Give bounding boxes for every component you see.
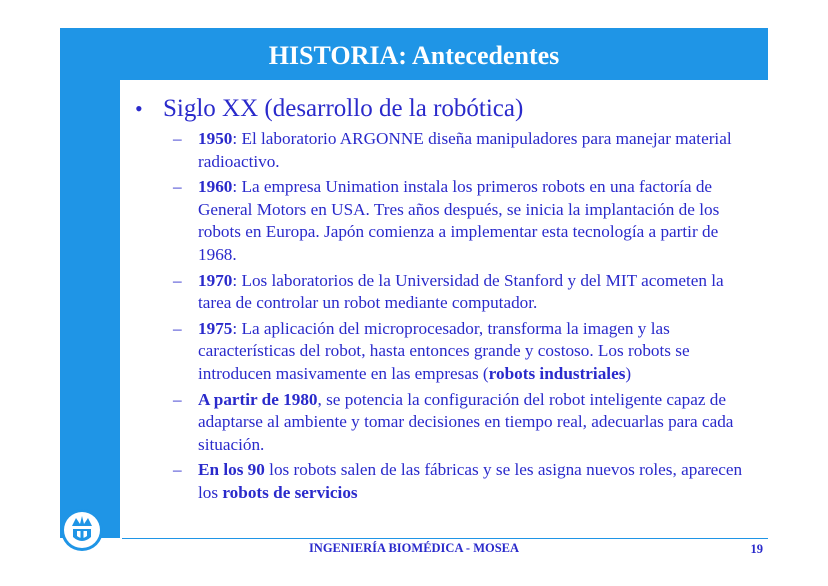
item-lead: 1950 <box>198 129 233 148</box>
list-item <box>173 270 760 315</box>
dash-icon: – <box>173 389 182 409</box>
list-item <box>173 128 760 173</box>
item-text: : El laboratorio ARGONNE diseña manipuladores para manejar material radioactivo. <box>198 129 732 171</box>
item-text: , se potencia la configuración del robot inteligente capaz de adaptarse al ambiente y tomar decisiones en tiempo real, adecuarlas para cada situación. <box>198 389 734 454</box>
item-strong: robots industriales <box>488 363 626 383</box>
item-lead: 1960 <box>198 177 233 197</box>
list-item <box>173 176 760 266</box>
item-lead: 1970 <box>198 270 233 290</box>
item-lead: En los 90 <box>198 460 265 480</box>
item-text: : Los laboratorios de la Universidad de Stanford y del MIT acometen la tarea de controlar un robot mediante computador. <box>198 270 724 313</box>
main-bullet-text: Siglo XX (desarrollo de la robótica) <box>163 95 524 122</box>
slide-body <box>135 94 760 508</box>
list-item <box>173 459 760 504</box>
footer-text: INGENIERÍA BIOMÉDICA - MOSEA <box>308 541 520 555</box>
list-item <box>173 389 760 457</box>
item-lead: A partir de 1980 <box>198 389 318 409</box>
left-frame-band <box>60 28 120 538</box>
item-text: : La empresa Unimation instala los primeros robots en una factoría de General Motors en USA. Tres años después, se inicia la implantación de los robots en Europa. Japón comienza a implementar esta tecnología a partir de 1968. <box>198 177 720 264</box>
footer-divider <box>122 538 768 539</box>
main-bullet <box>135 94 760 124</box>
sub-bullet-list <box>135 128 760 505</box>
page-number: 19 <box>750 542 763 556</box>
dash-icon: – <box>173 460 182 480</box>
dash-icon: – <box>173 318 182 338</box>
item-text: los robots salen de las fábricas y se les asigna nuevos roles, aparecen los <box>198 460 743 502</box>
dash-icon: – <box>173 270 182 290</box>
dash-icon: – <box>173 177 182 197</box>
list-item <box>173 318 760 386</box>
item-tail: ) <box>625 363 632 383</box>
item-strong: robots de servicios <box>222 482 358 502</box>
slide-title: HISTORIA: Antecedentes <box>268 41 560 70</box>
dash-icon: – <box>173 129 182 148</box>
bullet-icon: • <box>135 96 143 121</box>
item-text: : La aplicación del microprocesador, transforma la imagen y las características del robot, hasta entonces grande y costoso. Los robots se introducen masivamente en las empresas ( <box>198 318 690 383</box>
item-lead: 1975 <box>198 318 233 338</box>
